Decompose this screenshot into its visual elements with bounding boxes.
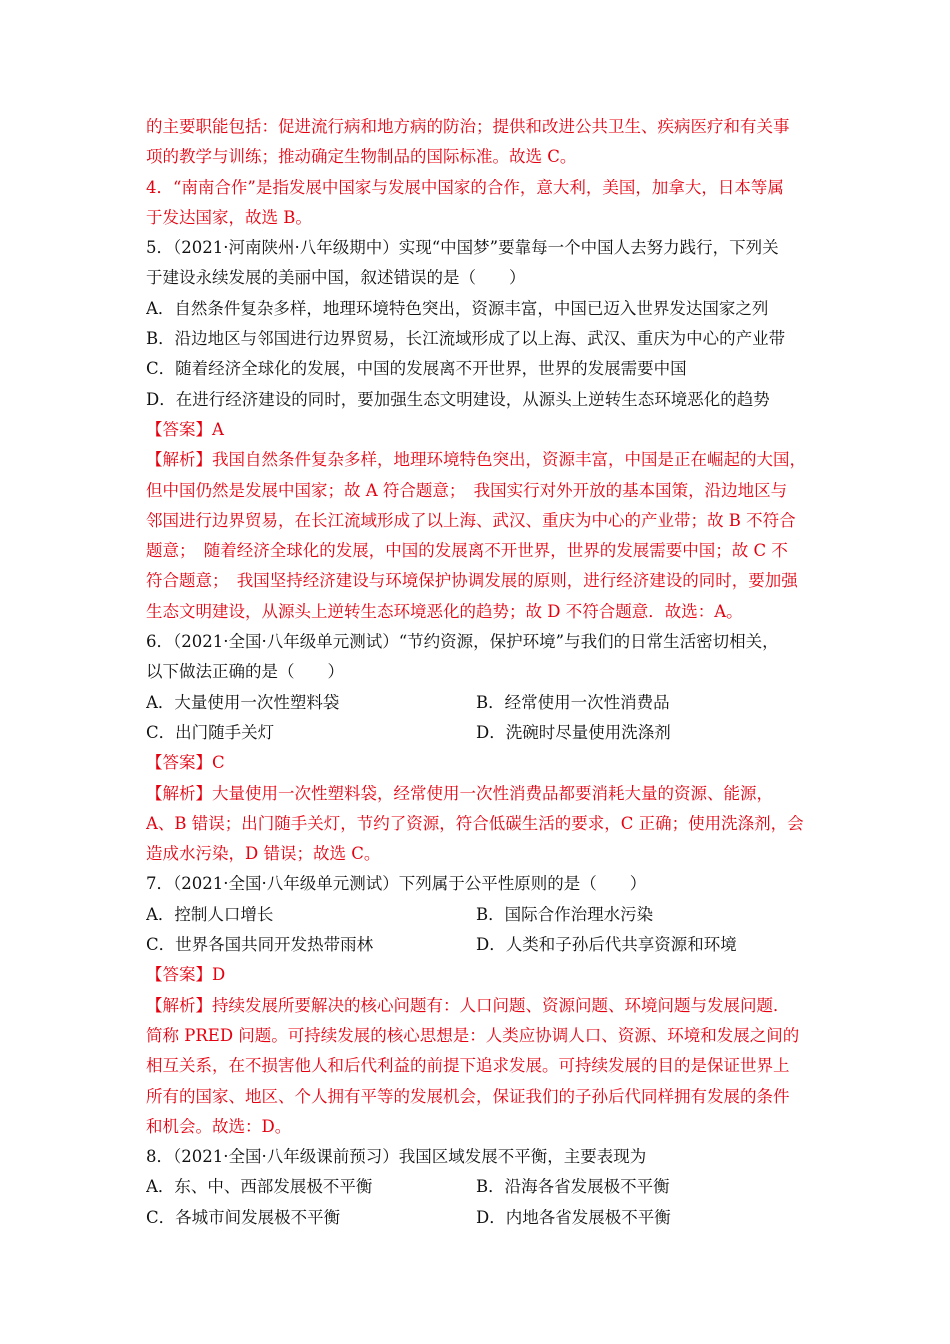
question-stem: 8．（2021·全国·八年级课前预习）我国区域发展不平衡，主要表现为 — [146, 1147, 647, 1167]
analysis-line: 邻国进行边界贸易，在长江流域形成了以上海、武汉、重庆为中心的产业带；故 B 不符合 — [146, 510, 796, 530]
option-d: D．人类和子孙后代共享资源和环境 — [476, 935, 737, 955]
answer-line — [146, 415, 810, 445]
option-row — [146, 1172, 810, 1202]
answer-label: 【答案】 — [146, 753, 212, 773]
answer-line — [146, 960, 810, 990]
analysis-line: 【解析】大量使用一次性塑料袋，经常使用一次性消费品都要消耗大量的资源、能源， — [146, 783, 773, 803]
answer-line — [146, 748, 810, 778]
explanation-line: 4．“南南合作”是指发展中国家与发展中国家的合作，意大利，美国，加拿大，日本等属 — [146, 177, 784, 197]
option-a: A．东、中、西部发展极不平衡 — [146, 1177, 373, 1197]
option-a: A．自然条件复杂多样，地理环境特色突出，资源丰富，中国已迈入世界发达国家之列 — [146, 298, 769, 318]
option-a: A．控制人口增长 — [146, 904, 274, 924]
question-stem: 5．（2021·河南陕州·八年级期中）实现“中国梦”要靠每一个中国人去努力践行，下列关 — [146, 238, 779, 258]
analysis-line: 所有的国家、地区、个人拥有平等的发展机会，保证我们的子孙后代同样拥有发展的条件 — [146, 1086, 790, 1106]
answer-label: 【答案】 — [146, 419, 212, 439]
analysis-line: A、B 错误；出门随手关灯，节约了资源，符合低碳生活的要求，C 正确；使用洗涤剂，会 — [146, 813, 804, 833]
question-stem: 于建设永续发展的美丽中国，叙述错误的是（ ） — [146, 268, 526, 288]
analysis-line: 生态文明建设，从源头上逆转生态环境恶化的趋势；故 D 不符合题意．故选：A。 — [146, 601, 743, 621]
page-content — [146, 112, 810, 1233]
question-stem: 7．（2021·全国·八年级单元测试）下列属于公平性原则的是（ ） — [146, 874, 647, 894]
option-c: C．出门随手关灯 — [146, 722, 275, 742]
question-stem: 以下做法正确的是（ ） — [146, 662, 344, 682]
option-b: B．沿海各省发展极不平衡 — [476, 1177, 670, 1197]
analysis-line: 但中国仍然是发展中国家；故 A 符合题意； 我国实行对外开放的基本国策，沿边地区与 — [146, 480, 788, 500]
analysis-line: 题意； 随着经济全球化的发展，中国的发展离不开世界，世界的发展需要中国；故 C 不 — [146, 541, 788, 561]
analysis-line: 符合题意； 我国坚持经济建设与环境保护协调发展的原则，进行经济建设的同时，要加强 — [146, 571, 798, 591]
question-stem: 6．（2021·全国·八年级单元测试）“节约资源，保护环境”与我们的日常生活密切相关， — [146, 632, 779, 652]
option-c: C．世界各国共同开发热带雨林 — [146, 935, 374, 955]
answer-value: A — [212, 419, 224, 439]
option-row — [146, 930, 810, 960]
option-row — [146, 900, 810, 930]
option-row — [146, 1203, 810, 1233]
option-c: C．随着经济全球化的发展，中国的发展离不开世界，世界的发展需要中国 — [146, 359, 687, 379]
option-row — [146, 688, 810, 718]
analysis-line: 【解析】我国自然条件复杂多样，地理环境特色突出，资源丰富，中国是正在崛起的大国， — [146, 450, 806, 470]
answer-value: C — [212, 753, 225, 773]
explanation-line: 的主要职能包括：促进流行病和地方病的防治；提供和改进公共卫生、疾病医疗和有关事 — [146, 117, 790, 136]
explanation-line: 于发达国家，故选 B。 — [146, 207, 312, 227]
analysis-line: 和机会。故选：D。 — [146, 1116, 292, 1136]
option-b: B．沿边地区与邻国进行边界贸易，长江流域形成了以上海、武汉、重庆为中心的产业带 — [146, 329, 786, 349]
answer-label: 【答案】 — [146, 965, 212, 985]
option-d: D．内地各省发展极不平衡 — [476, 1207, 671, 1227]
analysis-line: 【解析】持续发展所要解决的核心问题有：人口问题、资源问题、环境问题与发展问题． — [146, 995, 790, 1015]
option-a: A．大量使用一次性塑料袋 — [146, 692, 340, 712]
analysis-line: 造成水污染，D 错误；故选 C。 — [146, 844, 381, 864]
option-d: D．洗碗时尽量使用洗涤剂 — [476, 722, 671, 742]
explanation-line: 项的教学与训练；推动确定生物制品的国际标准。故选 C。 — [146, 147, 577, 167]
option-b: B．经常使用一次性消费品 — [476, 692, 670, 712]
analysis-line: 相互关系，在不损害他人和后代利益的前提下追求发展。可持续发展的目的是保证世界上 — [146, 1056, 790, 1076]
option-row — [146, 718, 810, 748]
analysis-line: 简称 PRED 问题。可持续发展的核心思想是：人类应协调人口、资源、环境和发展之间的 — [146, 1025, 800, 1045]
option-b: B．国际合作治理水污染 — [476, 904, 654, 924]
option-d: D．在进行经济建设的同时，要加强生态文明建设，从源头上逆转生态环境恶化的趋势 — [146, 389, 770, 409]
option-c: C．各城市间发展极不平衡 — [146, 1207, 341, 1227]
answer-value: D — [212, 965, 226, 985]
